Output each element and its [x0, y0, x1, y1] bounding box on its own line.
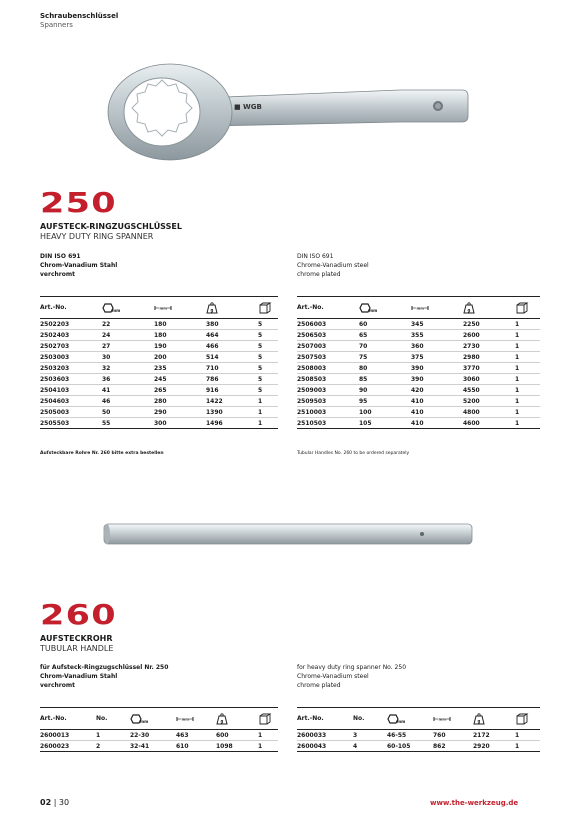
spec-line: DIN ISO 691 — [40, 253, 81, 260]
col-no: No. — [96, 708, 130, 730]
table-row — [297, 319, 540, 330]
pack-icon — [515, 297, 540, 319]
table-row — [297, 330, 540, 341]
table-cell: 464 — [206, 330, 258, 341]
pack-icon — [258, 708, 278, 730]
spec-de — [40, 663, 168, 690]
table-cell: 5 — [258, 374, 278, 385]
table-cell: 3060 — [463, 374, 515, 385]
table-cell: 345 — [411, 319, 463, 330]
table-cell: 410 — [411, 407, 463, 418]
table-cell: 1 — [515, 407, 540, 418]
svg-text:mm: mm — [112, 307, 120, 313]
table-cell: 1 — [515, 385, 540, 396]
table-cell: 710 — [206, 363, 258, 374]
table-row — [40, 352, 278, 363]
table-cell: 5200 — [463, 396, 515, 407]
table-cell: 2600023 — [40, 741, 96, 752]
table-cell: 1 — [515, 396, 540, 407]
spec-line: Chrome-Vanadium steel — [297, 673, 369, 680]
spec-line: verchromt — [40, 271, 75, 278]
hex-size-icon — [102, 297, 154, 319]
table-cell: 1 — [515, 741, 540, 752]
svg-text:mm: mm — [438, 717, 446, 722]
length-icon — [411, 297, 463, 319]
spec-line: Chrome-Vanadium steel — [297, 262, 369, 269]
tubular-handle-image — [102, 522, 474, 548]
col-art-no: Art.-No. — [40, 297, 102, 319]
table-cell: 90 — [359, 385, 411, 396]
table-cell: 2507003 — [297, 341, 359, 352]
hex-size-icon — [130, 708, 176, 730]
weight-icon — [463, 297, 515, 319]
ring-spanner-image — [100, 60, 480, 180]
table-cell: 380 — [206, 319, 258, 330]
table-cell: 1 — [515, 363, 540, 374]
table-cell: 2504103 — [40, 385, 102, 396]
table-cell: 2505003 — [40, 407, 102, 418]
spec-line: DIN ISO 691 — [297, 253, 334, 260]
length-icon — [433, 708, 473, 730]
table-cell: 2503003 — [40, 352, 102, 363]
table-cell: 1 — [258, 730, 278, 741]
table-cell: 2507503 — [297, 352, 359, 363]
table-cell: 3 — [353, 730, 387, 741]
hex-size-icon — [359, 297, 411, 319]
footnote-de: Aufsteckbare Rohre Nr. 260 bitte extra bestellen — [40, 451, 164, 456]
table-cell: 32-41 — [130, 741, 176, 752]
table-cell: 2250 — [463, 319, 515, 330]
table-cell: 1 — [96, 730, 130, 741]
table-cell: 355 — [411, 330, 463, 341]
table-cell: 4600 — [463, 418, 515, 429]
table-cell: 410 — [411, 396, 463, 407]
table-cell: 2504603 — [40, 396, 102, 407]
table-cell: 420 — [411, 385, 463, 396]
page-number-rest: | 30 — [53, 798, 70, 807]
svg-text:g: g — [467, 307, 471, 312]
svg-text:mm: mm — [181, 717, 189, 722]
svg-text:mm: mm — [159, 306, 167, 311]
table-row — [40, 341, 278, 352]
col-art-no: Art.-No. — [297, 297, 359, 319]
table-cell: 786 — [206, 374, 258, 385]
table-cell: 85 — [359, 374, 411, 385]
table-cell: 30 — [102, 352, 154, 363]
length-icon — [176, 708, 216, 730]
svg-text:mm: mm — [140, 718, 148, 724]
table-row — [297, 741, 540, 752]
table-cell: 862 — [433, 741, 473, 752]
table-row — [297, 418, 540, 429]
table-cell: 2509503 — [297, 396, 359, 407]
weight-icon — [473, 708, 515, 730]
weight-icon — [216, 708, 258, 730]
table-cell: 1390 — [206, 407, 258, 418]
table-cell: 2730 — [463, 341, 515, 352]
product-title-de: AUFSTECK-RINGZUGSCHLÜSSEL — [40, 222, 182, 231]
section-title-de: Schraubenschlüssel — [40, 12, 119, 20]
product-title-de: AUFSTECKROHR — [40, 634, 113, 643]
table-cell: 290 — [154, 407, 206, 418]
table-cell: 80 — [359, 363, 411, 374]
table-cell: 1 — [515, 374, 540, 385]
col-art-no: Art.-No. — [40, 708, 96, 730]
table-cell: 390 — [411, 374, 463, 385]
table-cell: 180 — [154, 319, 206, 330]
website-link[interactable]: www.the-werkzeug.de — [430, 799, 519, 807]
table-row — [40, 396, 278, 407]
table-row — [297, 730, 540, 741]
table-cell: 27 — [102, 341, 154, 352]
table-cell: 36 — [102, 374, 154, 385]
table-cell: 280 — [154, 396, 206, 407]
weight-icon — [206, 297, 258, 319]
table-row — [40, 407, 278, 418]
table-cell: 70 — [359, 341, 411, 352]
table-cell: 200 — [154, 352, 206, 363]
spec-table-right — [297, 296, 540, 429]
table-cell: 1 — [258, 407, 278, 418]
footnote-en: Tubular Handles No. 260 to be ordered separately — [297, 451, 410, 456]
table-cell: 2503203 — [40, 363, 102, 374]
table-cell: 105 — [359, 418, 411, 429]
table-cell: 50 — [102, 407, 154, 418]
table-cell: 4800 — [463, 407, 515, 418]
table-cell: 916 — [206, 385, 258, 396]
table-cell: 5 — [258, 319, 278, 330]
table-cell: 24 — [102, 330, 154, 341]
table-cell: 390 — [411, 363, 463, 374]
svg-text:mm: mm — [416, 306, 424, 311]
table-cell: 2503603 — [40, 374, 102, 385]
section-title-en: Spanners — [40, 21, 73, 29]
length-icon — [154, 297, 206, 319]
table-cell: 2502703 — [40, 341, 102, 352]
table-cell: 180 — [154, 330, 206, 341]
svg-text:g: g — [220, 718, 224, 723]
table-cell: 2508503 — [297, 374, 359, 385]
table-cell: 375 — [411, 352, 463, 363]
table-cell: 760 — [433, 730, 473, 741]
table-cell: 300 — [154, 418, 206, 429]
table-row — [40, 319, 278, 330]
table-cell: 3770 — [463, 363, 515, 374]
table-cell: 2980 — [463, 352, 515, 363]
spec-line: chrome plated — [297, 271, 341, 278]
table-cell: 245 — [154, 374, 206, 385]
table-cell: 22 — [102, 319, 154, 330]
col-art-no: Art.-No. — [297, 708, 353, 730]
table-cell: 1 — [515, 352, 540, 363]
spec-en — [297, 252, 369, 279]
spec-line: chrome plated — [297, 682, 341, 689]
table-cell: 1 — [515, 418, 540, 429]
table-cell: 1496 — [206, 418, 258, 429]
product-number: 250 — [40, 186, 117, 219]
table-cell: 265 — [154, 385, 206, 396]
table-cell: 2502203 — [40, 319, 102, 330]
svg-text:mm: mm — [397, 718, 405, 724]
table-cell: 410 — [411, 418, 463, 429]
table-cell: 41 — [102, 385, 154, 396]
product-title-en: TUBULAR HANDLE — [40, 644, 114, 653]
table-cell: 2600043 — [297, 741, 353, 752]
table-cell: 1 — [515, 319, 540, 330]
table-row — [297, 341, 540, 352]
page-number — [40, 798, 69, 807]
table-cell: 2600 — [463, 330, 515, 341]
table-row — [40, 330, 278, 341]
spec-line: verchromt — [40, 682, 75, 689]
pack-icon — [258, 297, 278, 319]
table-cell: 1 — [515, 330, 540, 341]
table-cell: 2600033 — [297, 730, 353, 741]
table-cell: 46-55 — [387, 730, 433, 741]
table-cell: 1 — [258, 741, 278, 752]
table-row — [297, 352, 540, 363]
svg-text:g: g — [477, 718, 481, 723]
svg-text:g: g — [210, 307, 214, 312]
table-cell: 1 — [515, 341, 540, 352]
table-cell: 514 — [206, 352, 258, 363]
page-number-bold: 02 — [40, 798, 52, 807]
table-cell: 2505503 — [40, 418, 102, 429]
table-cell: 2506503 — [297, 330, 359, 341]
table-cell: 2600013 — [40, 730, 96, 741]
pack-icon — [515, 708, 540, 730]
table-cell: 60 — [359, 319, 411, 330]
spec-line: Chrom-Vanadium Stahl — [40, 673, 118, 680]
table-cell: 1 — [515, 730, 540, 741]
table-cell: 2920 — [473, 741, 515, 752]
spec-line: for heavy duty ring spanner No. 250 — [297, 664, 407, 671]
spec-de — [40, 252, 117, 279]
table-cell: 5 — [258, 352, 278, 363]
handle-table-right — [297, 707, 540, 752]
table-cell: 190 — [154, 341, 206, 352]
svg-text:■ WGB: ■ WGB — [234, 103, 262, 111]
table-row — [40, 730, 278, 741]
table-cell: 235 — [154, 363, 206, 374]
svg-text:mm: mm — [369, 307, 377, 313]
hex-size-icon — [387, 708, 433, 730]
table-cell: 1422 — [206, 396, 258, 407]
table-cell: 360 — [411, 341, 463, 352]
table-cell: 32 — [102, 363, 154, 374]
spec-table-left — [40, 296, 278, 429]
table-cell: 463 — [176, 730, 216, 741]
table-cell: 2509003 — [297, 385, 359, 396]
table-cell: 466 — [206, 341, 258, 352]
table-cell: 2508003 — [297, 363, 359, 374]
table-row — [40, 363, 278, 374]
spec-en — [297, 663, 406, 690]
spec-line: Chrom-Vanadium Stahl — [40, 262, 118, 269]
table-row — [40, 385, 278, 396]
table-row — [40, 741, 278, 752]
table-cell: 55 — [102, 418, 154, 429]
table-cell: 610 — [176, 741, 216, 752]
table-cell: 2172 — [473, 730, 515, 741]
table-row — [297, 363, 540, 374]
table-cell: 5 — [258, 341, 278, 352]
table-cell: 2 — [96, 741, 130, 752]
table-cell: 4550 — [463, 385, 515, 396]
table-cell: 5 — [258, 385, 278, 396]
table-cell: 1 — [258, 396, 278, 407]
table-cell: 600 — [216, 730, 258, 741]
table-cell: 2506003 — [297, 319, 359, 330]
table-cell: 2510503 — [297, 418, 359, 429]
table-cell: 5 — [258, 363, 278, 374]
table-cell: 2510003 — [297, 407, 359, 418]
spec-line: für Aufsteck-Ringzugschlüssel Nr. 250 — [40, 664, 169, 671]
table-cell: 5 — [258, 330, 278, 341]
table-cell: 22-30 — [130, 730, 176, 741]
table-cell: 2502403 — [40, 330, 102, 341]
table-cell: 1 — [258, 418, 278, 429]
product-title-en: HEAVY DUTY RING SPANNER — [40, 232, 154, 241]
table-row — [40, 374, 278, 385]
table-row — [297, 407, 540, 418]
handle-table-left — [40, 707, 278, 752]
col-no: No. — [353, 708, 387, 730]
table-cell: 75 — [359, 352, 411, 363]
table-cell: 65 — [359, 330, 411, 341]
table-cell: 60-105 — [387, 741, 433, 752]
table-cell: 46 — [102, 396, 154, 407]
table-cell: 1098 — [216, 741, 258, 752]
table-row — [297, 385, 540, 396]
table-cell: 100 — [359, 407, 411, 418]
table-row — [40, 418, 278, 429]
table-cell: 4 — [353, 741, 387, 752]
table-cell: 95 — [359, 396, 411, 407]
product-number: 260 — [40, 598, 117, 631]
table-row — [297, 396, 540, 407]
table-row — [297, 374, 540, 385]
